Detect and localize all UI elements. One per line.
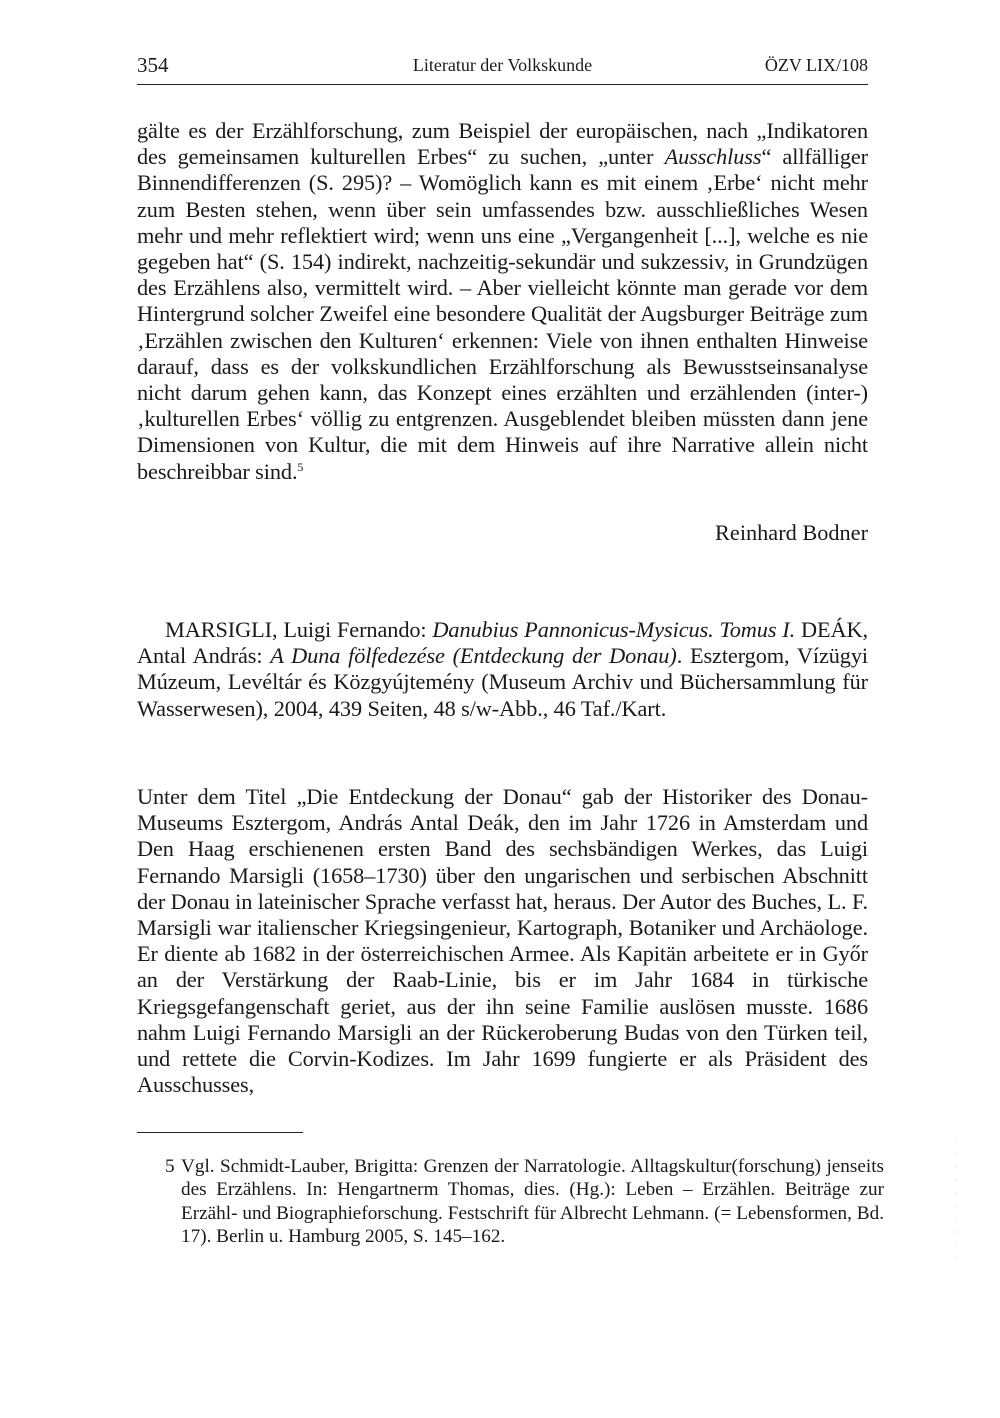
running-header (137, 50, 868, 80)
running-title: Literatur der Volkskunde (412, 55, 593, 75)
bibliographic-entry (137, 617, 868, 722)
footnote-reference[interactable]: 5 (297, 459, 304, 474)
book-editor: DEÁK, Antal András: (137, 617, 868, 669)
review-paragraph-continued (137, 118, 868, 485)
paragraph-text: “ allfälliger Binnendifferenzen (S. 295)? – Womöglich kann es mit einem ‚Erbe‘ nicht mehr zum Besten stehen, wenn über sein umfassendes bzw. ausschließliches Wesen mehr und mehr reflektiert wird; wenn uns eine „Vergangenheit [...], welche es nie gegeben hat“ (S. 154) indirekt, nachzeitig-sekundär und sukzessiv, in Grundzügen des Erzählens also, vermittelt wird. – Aber vielleicht könnte man gerade vor dem Hintergrund solcher Zweifel eine besondere Qualität der Augsburger Beiträge zum ‚Erzählen zwischen den Kulturen‘ erkennen: Viele von ihnen enthalten Hinweise darauf, dass es der volkskundlichen Erzählforschung als Bewusstseinsanalyse nicht darum gehen kann, das Konzept eines erzählten und erzählenden (inter-)‚kulturellen Erbes‘ völlig zu entgrenzen. Ausgeblendet bleiben müssten dann jene Dimensionen von Kultur, die mit dem Hinweis auf ihre Narrative allein nicht beschreibbar sind. (137, 144, 868, 484)
book-author: MARSIGLI, Luigi Fernando: (165, 617, 433, 642)
journal-reference: ÖZV LIX/108 (764, 55, 868, 75)
book-subtitle: A Duna fölfedezése (Entdeckung der Donau) (270, 643, 677, 669)
review-paragraph: Unter dem Titel „Die Entdeckung der Donau“ gab der Historiker des Donau-Museums Esztergom, András Antal Deák, den im Jahr 1726 in Amsterdam und Den Haag erschienenen ersten Band des sechsbändigen Werkes, das Luigi Fernando Marsigli (1658–1730) über den ungarischen und serbischen Abschnitt der Donau in lateinischer Sprache verfasst hat, heraus. Der Autor des Buches, L. F. Marsigli war italienscher Kriegsingenieur, Kartograph, Botaniker und Archäologe. Er diente ab 1682 in der österreichischen Armee. Als Kapitän arbeitete er in Győr an der Verstärkung der Raab-Linie, bis er im Jahr 1684 in türkische Kriegsgefangenschaft geriet, aus der ihn seine Familie auslösen musste. 1686 nahm Luigi Fernando Marsigli an der Rückeroberung Budas von den Türken teil, und rettete die Corvin-Kodizes. Im Jahr 1699 fungierte er als Präsident des Ausschusses, (137, 784, 868, 1098)
footnote-separator (137, 1132, 303, 1133)
reviewer-signature: Reinhard Bodner (715, 520, 868, 545)
footnote-number: 5 (165, 1156, 175, 1178)
footnote-text: Vgl. Schmidt-Lauber, Brigitta: Grenzen der Narratologie. Alltagskultur(forschung) jenseits des Erzählens. In: Hengartnerm Thomas, dies. (Hg.): Leben – Erzählen. Beiträge zur Erzähl- und Biographieforschung. Festschrift für Albrecht Lehmann. (= Lebensformen, Bd. 17). Berlin u. Hamburg 2005, S. 145–162. (181, 1156, 884, 1247)
page-number: 354 (137, 53, 169, 77)
book-title: Danubius Pannonicus-Mysicus. Tomus I. (432, 617, 796, 642)
paragraph-text: gälte es der Erzählforschung, zum Beispiel der europäischen, nach „Indikatoren des gemeinsamen kulturellen Erbes“ zu suchen, „unter (137, 118, 868, 170)
scan-artifact (956, 1140, 957, 1270)
publication-details: . Esztergom, Vízügyi Múzeum, Levéltár és Közgyújtemény (Museum Archiv und Büchersammlung für Wasserwesen), 2004, 439 Seiten, 48 s/w-Abb., 46 Taf./Kart. (137, 643, 868, 721)
footnote (165, 1155, 884, 1248)
italic-term: Ausschluss (664, 144, 762, 170)
header-rule (137, 84, 868, 85)
